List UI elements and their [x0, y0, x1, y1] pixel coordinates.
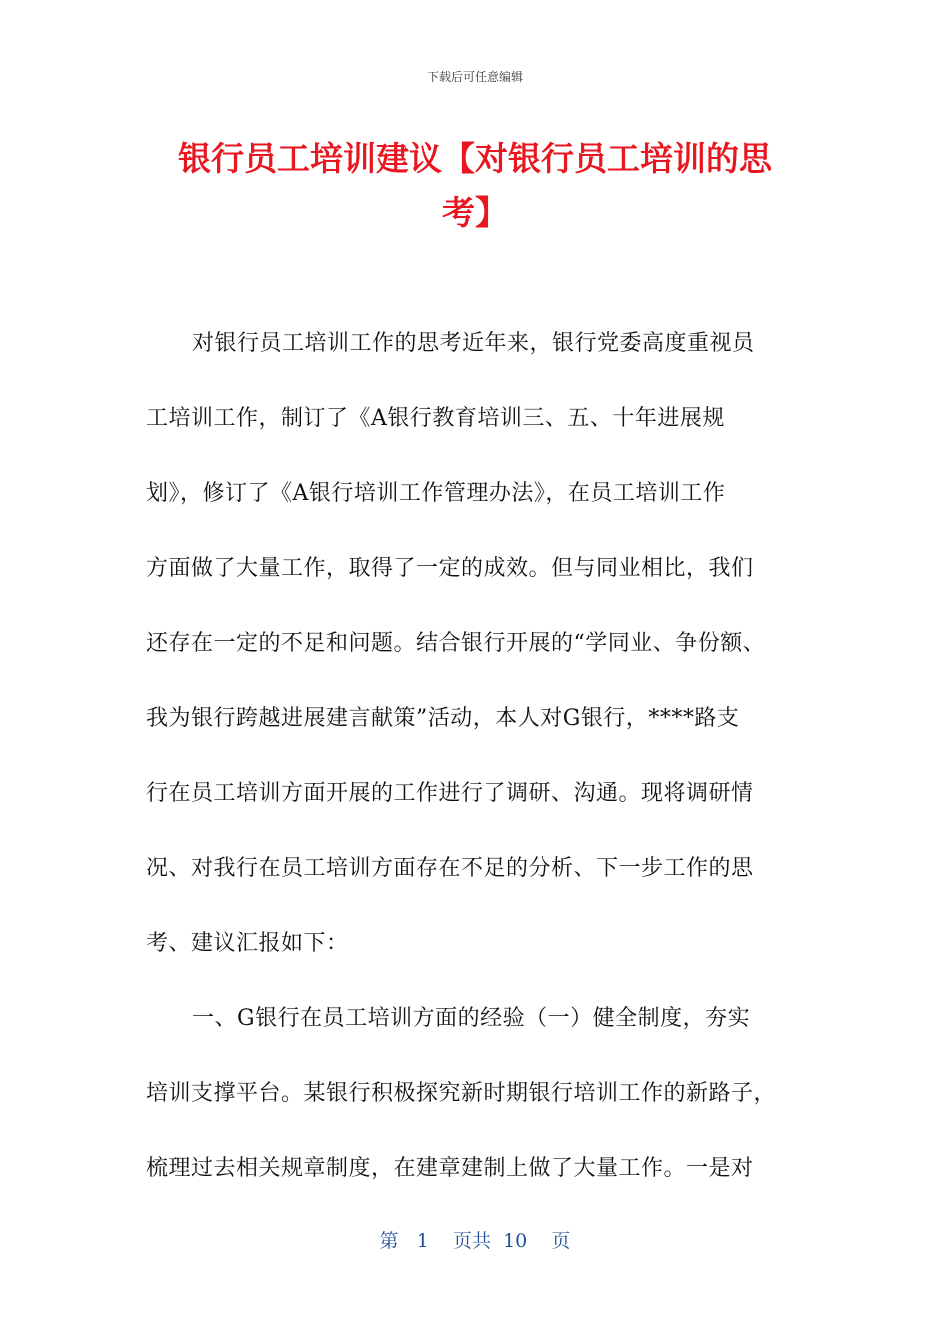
body-line: 我为银行跨越进展建言献策”活动，本人对G银行，****路支	[146, 706, 740, 731]
body-line: 培训支撑平台。某银行积极探究新时期银行培训工作的新路子，	[146, 1081, 777, 1106]
body-line: 考、建议汇报如下：	[146, 931, 349, 956]
page-footer	[0, 1226, 950, 1253]
body-line: 方面做了大量工作，取得了一定的成效。但与同业相比，我们	[146, 556, 754, 581]
body-line: 对银行员工培训工作的思考近年来，银行党委高度重视员	[192, 331, 755, 356]
footer-page-current: 1	[416, 1230, 429, 1252]
footer-page-middle: 页共	[452, 1230, 491, 1252]
body-line: 梳理过去相关规章制度，在建章建制上做了大量工作。一是对	[146, 1156, 754, 1181]
body-line: 工培训工作，制订了《A银行教育培训三、五、十年进展规	[146, 406, 725, 431]
body-line: 划》，修订了《A银行培训工作管理办法》，在员工培训工作	[146, 481, 726, 506]
body-line: 还存在一定的不足和问题。结合银行开展的“学同业、争份额、	[146, 631, 766, 656]
document-title	[140, 132, 810, 240]
title-line-1: 银行员工培训建议【对银行员工培训的思	[178, 139, 772, 178]
body-line: 况、对我行在员工培训方面存在不足的分析、下一步工作的思	[146, 856, 754, 881]
body-line: 一、G银行在员工培训方面的经验（一）健全制度，夯实	[192, 1006, 751, 1031]
footer-page-total: 10	[503, 1230, 528, 1252]
body-line: 行在员工培训方面开展的工作进行了调研、沟通。现将调研情	[146, 781, 754, 806]
header-note: 下载后可任意编辑	[426, 70, 523, 84]
footer-page-suffix: 页	[551, 1230, 571, 1252]
footer-page-prefix: 第	[379, 1230, 399, 1252]
title-line-2: 考】	[442, 193, 508, 232]
